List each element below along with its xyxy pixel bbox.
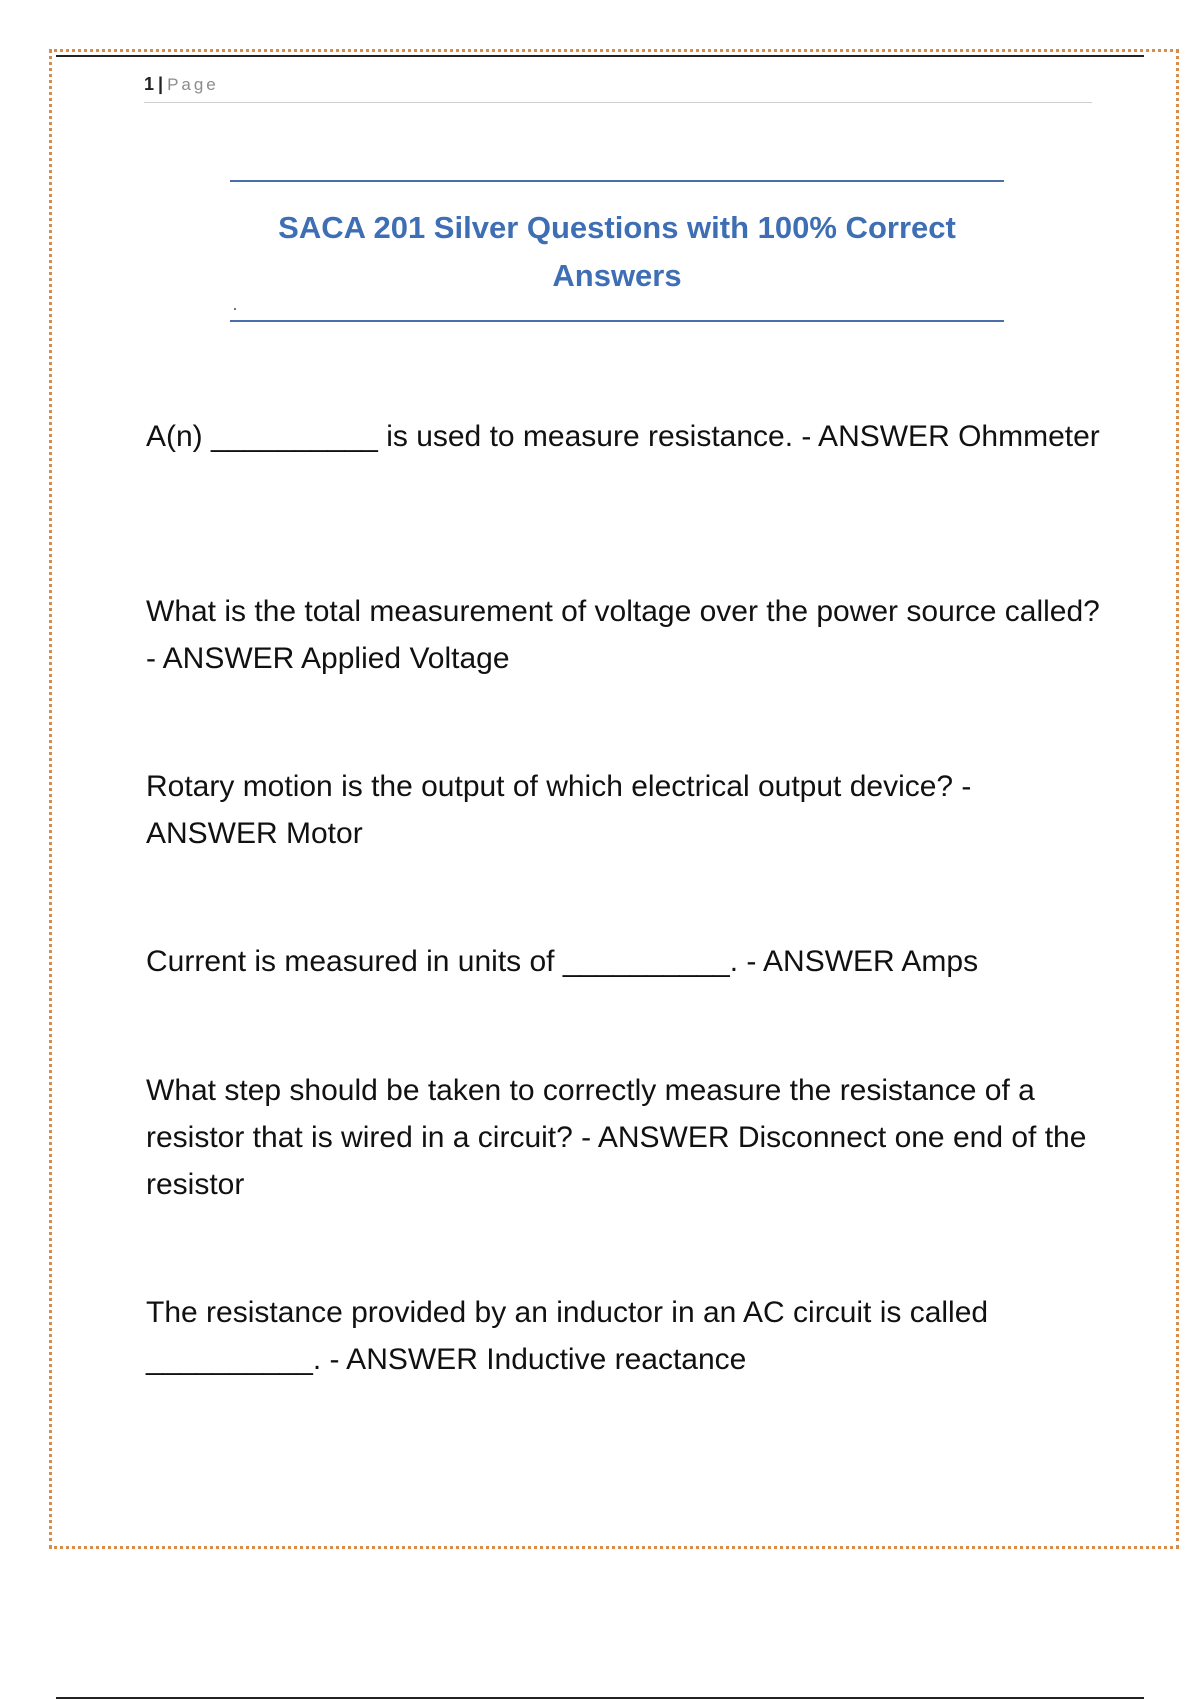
document-title: SACA 201 Silver Questions with 100% Correct Answers — [278, 210, 956, 293]
question-4: Current is measured in units of __________. - ANSWER Amps — [146, 945, 979, 978]
title-dot — [234, 308, 236, 310]
question-1: A(n) __________ is used to measure resistance. - ANSWER Ohmmeter — [146, 420, 1100, 453]
question-5: What step should be taken to correctly measure the resistance of a resistor that is wired in a circuit? - ANSWER Disconnect one end of the resistor — [146, 1074, 1087, 1201]
page-separator: | — [158, 74, 164, 94]
top-rule — [56, 55, 1144, 57]
page-label: Page — [167, 75, 219, 94]
page-number: 1 — [144, 74, 155, 94]
bottom-rule — [56, 1697, 1144, 1699]
page-header — [144, 74, 1092, 103]
question-3: Rotary motion is the output of which electrical output device? - ANSWER Motor — [146, 770, 972, 850]
title-block — [230, 180, 1004, 322]
question-2: What is the total measurement of voltage over the power source called? - ANSWER Applied Voltage — [146, 595, 1100, 675]
question-6: The resistance provided by an inductor in an AC circuit is called __________. - ANSWER Inductive reactance — [146, 1296, 989, 1376]
